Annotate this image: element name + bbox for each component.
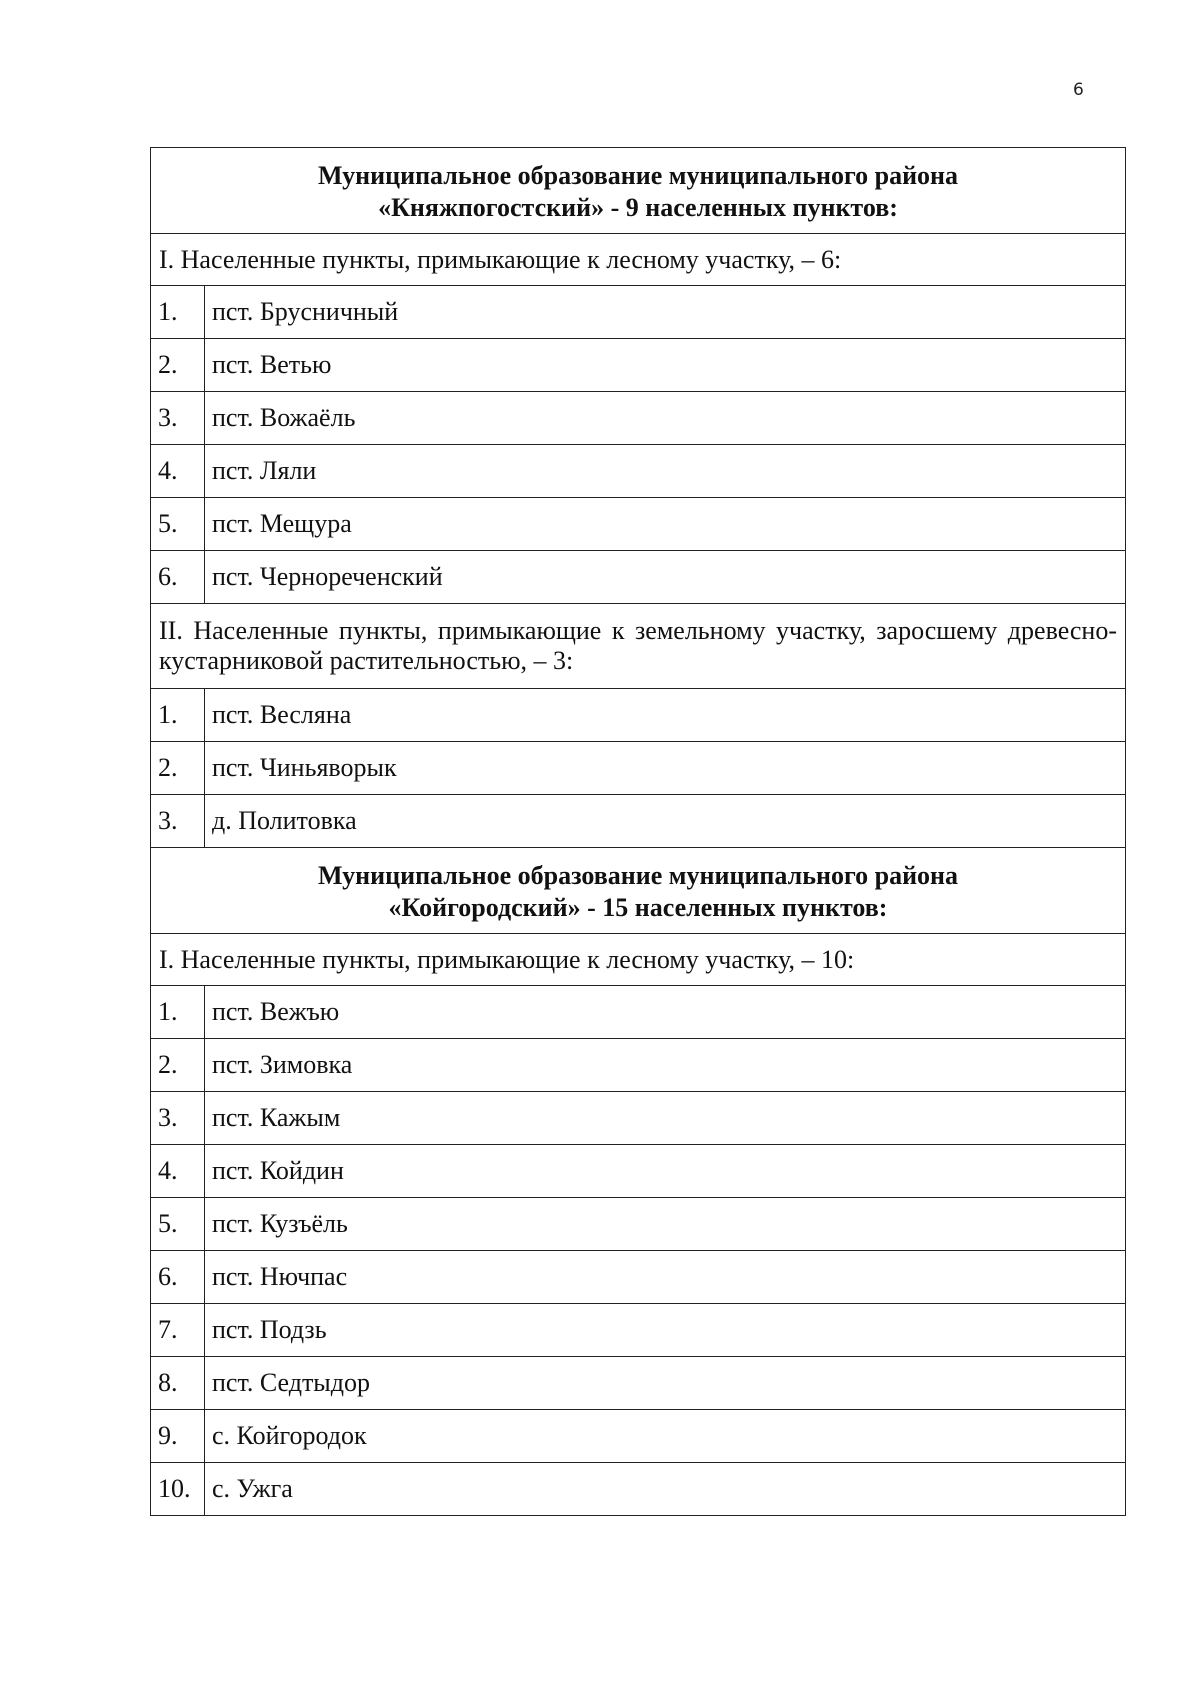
settlement-name: пст. Чиньяворык	[205, 742, 1126, 795]
table-row	[151, 1251, 1126, 1304]
section-heading-line-2: «Койгородский» - 15 населенных пунктов:	[388, 893, 888, 922]
settlement-name: пст. Вежъю	[205, 986, 1126, 1039]
section-heading-row	[151, 848, 1126, 934]
table-row	[151, 339, 1126, 392]
row-number: 5.	[151, 498, 205, 551]
settlement-name: пст. Койдин	[205, 1145, 1126, 1198]
table-row	[151, 1410, 1126, 1463]
table-row	[151, 795, 1126, 848]
section-heading-line-1: Муниципальное образование муниципального района	[317, 161, 959, 190]
settlement-name: с. Койгородок	[205, 1410, 1126, 1463]
row-number: 2.	[151, 339, 205, 392]
row-number: 3.	[151, 1092, 205, 1145]
row-number: 2.	[151, 1039, 205, 1092]
row-number: 3.	[151, 795, 205, 848]
row-number: 1.	[151, 286, 205, 339]
settlement-name: пст. Седтыдор	[205, 1357, 1126, 1410]
row-number: 6.	[151, 551, 205, 604]
row-number: 8.	[151, 1357, 205, 1410]
row-number: 4.	[151, 1145, 205, 1198]
table-row	[151, 392, 1126, 445]
group-title-row	[151, 934, 1126, 986]
section-heading-row	[151, 148, 1126, 234]
row-number: 4.	[151, 445, 205, 498]
table-row	[151, 689, 1126, 742]
table-row	[151, 445, 1126, 498]
table-row	[151, 1357, 1126, 1410]
settlement-name: пст. Мещура	[205, 498, 1126, 551]
section-heading	[151, 848, 1126, 934]
row-number: 9.	[151, 1410, 205, 1463]
settlements-table	[150, 147, 1126, 1516]
group-title: II. Населенные пункты, примыкающие к земельному участку, заросшему древесно-кустарниковой растительностью, – 3:	[151, 604, 1126, 689]
section-heading	[151, 148, 1126, 234]
table-row	[151, 286, 1126, 339]
table-row	[151, 551, 1126, 604]
settlement-name: пст. Нючпас	[205, 1251, 1126, 1304]
settlement-name: пст. Зимовка	[205, 1039, 1126, 1092]
table-row	[151, 1198, 1126, 1251]
settlement-name: пст. Ветью	[205, 339, 1126, 392]
table-row	[151, 986, 1126, 1039]
settlement-name: с. Ужга	[205, 1463, 1126, 1516]
row-number: 1.	[151, 986, 205, 1039]
settlement-name: пст. Подзь	[205, 1304, 1126, 1357]
section-heading-line-2: «Княжпогостский» - 9 населенных пунктов:	[378, 193, 898, 222]
section-heading-line-1: Муниципальное образование муниципального района	[317, 861, 959, 890]
settlement-name: пст. Чернореченский	[205, 551, 1126, 604]
group-title: I. Населенные пункты, примыкающие к лесному участку, – 10:	[151, 934, 1126, 986]
table-row	[151, 742, 1126, 795]
settlement-name: пст. Вожаёль	[205, 392, 1126, 445]
group-title-row	[151, 234, 1126, 286]
table-row	[151, 1092, 1126, 1145]
row-number: 5.	[151, 1198, 205, 1251]
table-row	[151, 1039, 1126, 1092]
settlement-name: пст. Весляна	[205, 689, 1126, 742]
settlement-name: д. Политовка	[205, 795, 1126, 848]
group-title-row	[151, 604, 1126, 689]
settlement-name: пст. Ляли	[205, 445, 1126, 498]
settlement-name: пст. Кузъёль	[205, 1198, 1126, 1251]
row-number: 2.	[151, 742, 205, 795]
table-row	[151, 1145, 1126, 1198]
table-row	[151, 1463, 1126, 1516]
group-title: I. Населенные пункты, примыкающие к лесному участку, – 6:	[151, 234, 1126, 286]
table-row	[151, 1304, 1126, 1357]
row-number: 1.	[151, 689, 205, 742]
settlement-name: пст. Брусничный	[205, 286, 1126, 339]
row-number: 10.	[151, 1463, 205, 1516]
row-number: 7.	[151, 1304, 205, 1357]
settlement-name: пст. Кажым	[205, 1092, 1126, 1145]
page-number: 6	[1073, 80, 1084, 100]
table-row	[151, 498, 1126, 551]
row-number: 3.	[151, 392, 205, 445]
row-number: 6.	[151, 1251, 205, 1304]
